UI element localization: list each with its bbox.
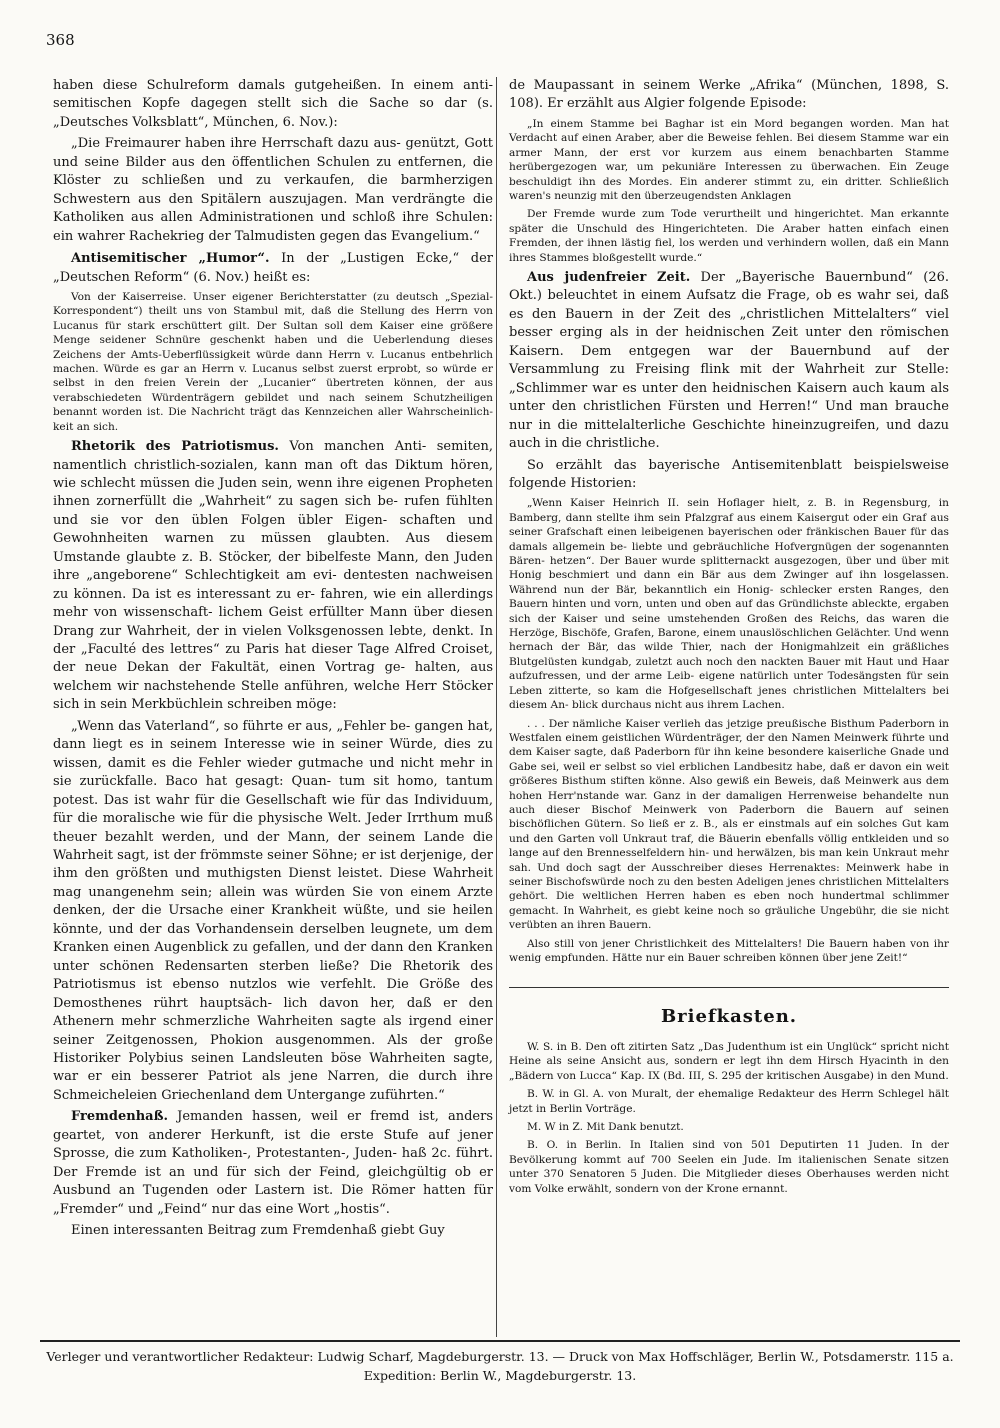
imprint-line-publisher: Verleger und verantwortlicher Redakteur: Ludwig Scharf, Magdeburgerstr. 13. — Druck von Max Hoffschläger, Berlin W., Potsdamerstr. 115 a. [46,1349,954,1364]
section-heading-humor: Antisemitischer „Humor“. [71,251,270,267]
quote-croiset: „Wenn das Vaterland“, so führte er aus, „Fehler be- gangen hat, dann liegt es in seinem Interesse wie in seiner Würde, dies zu wissen, damit es die Fehler wieder gutmache und nicht mehr in sie zurückfalle. Baco hat gesagt: Quan- tum sit homo, tantum potest. Das ist wahr für die Gesellschaft wie für das Individuum, für die moralische wie für die physische Welt. Jeder Irrthum muß theuer bezahlt werden, und der Mann, der seinem Lande die Wahrheit sagt, ist der frömmste seiner Söhne; er ist derjenige, der ihm den größten und muthigsten Dienst leistet. Diese Wahrheit mag unangenehm sein; allein was würden Sie von einem Arzte denken, der die Ursache einer Krankheit wüßte, und sie heilen könnte, und der das Vorhandensein derselben leugnete, um dem Kranken einen Augenblick zu gefallen, und der dann den Kranken unter schönen Redensarten sterben ließe? Die Rhetorik des Patriotismus ist ebenso nutzlos wie verfehlt. Die Größe des Demosthenes rührt hauptsäch- lich davon her, daß er den Athenern mehr schmerzliche Wahrheiten sagte als irgend einer seiner Zeitgenossen, Phokion ausgenommen. Als der große Historiker Polybius seinen Landsleuten böse Wahrheiten sagte, war er ein besserer Patriot als jene Narren, die durch ihre Schmeicheleien Griechenland dem Untergange zuführten.“ [53,718,493,1103]
paragraph: Der „Bayerische Bauernbund“ (26. Okt.) beleuchtet in einem Aufsatz die Frage, ob es wahr sei, daß es den Bauern in der Zeit des „christlichen Mittelalters“ viel besser erging als in der heidnischen Zeit unter den römischen Kaisern. Dem entgegen war der Bauernbund auf der Versammlung zu Freising flink mit der Wahrheit zur Stelle: „Schlimmer war es unter den heidnischen Kaisern auch kaum als unter den christlichen Fürsten und Herren!“ Und man brauche nur in die mittelalterliche Geschichte hineinzugreifen, und dazu auch in die christliche. [509,269,949,452]
section-heading-fremdenhass: Fremdenhaß. [71,1109,168,1125]
paragraph: Einen interessanten Beitrag zum Fremdenhaß giebt Guy [71,1223,445,1239]
paragraph: de Maupassant in seinem Werke „Afrika“ (München, 1898, S. 108). Er erzählt aus Algier folgende Episode: [509,78,949,112]
letter-entry: B. W. in Gl. A. von Muralt, der ehemalige Redakteur des Herrn Schlegel hält jetzt in Berlin Vorträge. [509,1088,949,1115]
quote-heinrich: „Wenn Kaiser Heinrich II. sein Hoflager hielt, z. B. in Regensburg, in Bamberg, dann stellte ihm sein Pfalzgraf aus einem Kaisergut oder ein Graf aus seiner Grafschaft einen leibeigenen bayerischen oder fränkischen Bauer für das damals allgemein be- liebte und gebräuchliche Hofvergnügen der sogenannten Bären- hetzen“. Der Bauer wurde splitternackt ausgezogen, über und über mit Honig beschmiert und dann ein Bär aus dem Zwinger auf ihn losgelassen. Während nun der Bär, bekanntlich ein Honig- schlecker ersten Ranges, den Bauern hinten und vorn, unten und oben auf das Gründlichste ableckte, ergaben sich der Kaiser und seine umstehenden Großen des Reichs, das waren die Herzöge, Bischöfe, Grafen, Barone, einem unauslöschlichen Gelächter. Und wenn hernach der Bär, das wilde Thier, nach der Honigmahlzeit ein gräßliches Blutgelüsten kundgab, zuletzt auch noch den nackten Bauer mit Haut und Haar aufzufressen, und der arme Leib- eigene natürlich unter Todesängsten für sein Leben zitterte, so kam die Hofgesellschaft jenes christlichen Mittelalters bei diesem An- blick durchaus nicht aus ihrem Lachen. [509,497,949,712]
letter-entry: W. S. in B. Den oft zitirten Satz „Das Judenthum ist ein Unglück“ spricht nicht Heine als seine Ansicht aus, sondern er legt ihn dem Hirsch Hyacinth in den „Bädern von Lucca“ Kap. IX (Bd. III, S. 295 der kritischen Ausgabe) in den Mund. [509,1040,949,1082]
paragraph: So erzählt das bayerische Antisemitenblatt beispielsweise folgende Historien: [509,457,949,491]
imprint [40,1348,960,1386]
imprint-line-expedition: Expedition: Berlin W., Magdeburgerstr. 13. [363,1367,637,1383]
right-column [509,77,949,1200]
briefkasten-title: Briefkasten. [509,987,949,1030]
column-divider [496,77,497,1337]
quote-algier-2: Der Fremde wurde zum Tode verurtheilt und hingerichtet. Man erkannte später die Unschuld des Hingerichteten. Die Araber hatten einfach einen Fremden, der ihnen lästig fiel, los werden und verhindern wollen, daß ein Mann ihres Stammes bloßgestellt wurde.“ [509,208,949,264]
section-heading-rhetorik: Rhetorik des Patriotismus. [71,439,279,455]
page-number: 368 [46,31,75,49]
quote-algier: „In einem Stamme bei Baghar ist ein Mord begangen worden. Man hat Verdacht auf einen Araber, aber die Beweise fehlen. Bei diesem Stamme war ein armer Mann, der erst vor kurzem aus einem benachbarten Stamme herübergezogen war, um pekuniäre Interessen zu überwachen. Ein Zeuge beschuldigt ihn des Mordes. Ein anderer stimmt zu, ein dritter. Schließlich waren's neunzig mit den überzeugendsten Anklagen [509,117,949,202]
quote: „Die Freimaurer haben ihre Herrschaft dazu aus- genützt, Gott und seine Bilder aus den öffentlichen Schulen zu entfernen, die Klöster zu schließen und zu verkaufen, die barmherzigen Schwestern aus den Spitälern auszujagen. Man verdrängte die Katholiken aus allen Administrationen und schloß ihre Schulen: ein wahrer Rachekrieg der Talmudisten gegen das Evangelium.“ [53,136,493,244]
paragraph: haben diese Schulreform damals gutgeheißen. In einem anti- semitischen Kopfe dagegen stellt sich die Sache so dar (s. „Deutsches Volksblatt“, München, 6. Nov.): [53,78,493,130]
letter-entry: B. O. in Berlin. In Italien sind von 501 Deputirten 11 Juden. In der Bevölkerung kommt auf 700 Seelen ein Jude. Im italienischen Senate sitzen unter 370 Senatoren 5 Juden. Die Mitglieder dieses Oberhauses werden nicht vom Volke erwählt, sondern von der Krone ernannt. [509,1139,949,1195]
footer-rule [40,1340,960,1342]
paragraph: Von manchen Anti- semiten, namentlich christlich-sozialen, kann man oft das Diktum hören, wie schlecht müssen die Juden sein, wenn ihre eigenen Propheten ihnen zornerfüllt die „Wahrheit“ zu sagen sich be- rufen fühlten und sie vor den üblen Folgen übler Eigen- schaften und Gewohnheiten warnen zu müssen glaubten. Aus diesem Umstande glaubte z. B. Stöcker, der bibelfeste Mann, den Juden ihre „angeborene“ Schlechtigkeit am evi- dentesten nachweisen zu können. Da ist es interessant zu er- fahren, wie ein allerdings mehr von wissenschaft- lichem Geist erfüllter Mann über diesen Drang zur Wahrheit, der in vielen Volksgenossen lebte, denkt. In der „Faculté des lettres“ zu Paris hat dieser Tage Alfred Croiset, der neue Dekan der Fakultät, einen Vortrag ge- halten, aus welchem wir nachstehende Stelle anführen, welche Herr Stöcker sich in sein Merkbüchlein schreiben möge: [53,439,493,713]
quote-schluss: Also still von jener Christlichkeit des Mittelalters! Die Bauern haben von ihr wenig empfunden. Hätte nur ein Bauer schreiben können über jene Zeit!“ [509,937,949,964]
quote-paderborn: . . . Der nämliche Kaiser verlieh das jetzige preußische Bisthum Paderborn in Westfalen einem geistlichen Würdenträger, der den Namen Meinwerk führte und dem Kaiser sagte, daß Paderborn für ihn keine besondere kaiserliche Gnade und Gabe sei, weil er selbst so viel erblichen Landbesitz habe, daß er davon ein weit größeres Bisthum stiften könne. Also gewiß ein Beweis, daß Meinwerk aus dem hohen Herr'nstande war. Ganz in der damaligen Herrenweise behandelte nun auch dieser Bischof Meinwerk von Paderborn die Bauern auf seinen bischöflichen Gütern. So ließ er z. B., als er einstmals auf ein solches Gut kam und den Garten voll Unkraut traf, die Bäuerin ebenfalls völlig entkleiden und so lange auf den Brennesselfeldern hin- und herwälzen, bis man kein Unkraut mehr sah. Und doch sagt der Ausschreiber dieses Herrenaktes: Meinwerk habe in seiner Bischofswürde noch zu den besten Adeligen jenes christlichen Mittelalters gehört. Die weltlichen Herren haben es eben noch hundertmal schlimmer gemacht. In Wahrheit, es giebt keine noch so gräuliche Ungebühr, die sie nicht verübten an ihren Bauern. [509,717,949,932]
quote-kaiserreise: Von der Kaiserreise. Unser eigener Berichterstatter (zu deutsch „Spezial-Korrespondent“) theilt uns von Stambul mit, daß die Stellung des Herrn von Lucanus für stark erschüttert gilt. Der Sultan soll dem Kaiser eine größere Menge seidener Schnüre geschenkt haben und die Ueberlendung dieses Zeichens der Amts-Ueberflüssigkeit würde dann Herrn v. Lucanus entbehrlich machen. Würde es gar an Herrn v. Lucanus selbst zuerst erprobt, so würde er selbst in den freien Verein der „Lucanier“ übertreten können, der aus verabschiedeten Würdenträgern gebildet und nach seinem Schutzheiligen benannt worden ist. Die Nachricht trägt das Kennzeichen aller Wahrscheinlich- keit an sich. [53,290,493,433]
left-column [53,77,493,1244]
paragraph: In der „Lustigen Ecke,“ der „Deutschen Reform“ (6. Nov.) heißt es: [53,251,493,285]
letter-entry: M. W in Z. Mit Dank benutzt. [527,1120,684,1133]
paragraph: Jemanden hassen, weil er fremd ist, anders geartet, von anderer Herkunft, ist die erste Stufe auf jener Sprosse, die zum Katholiken-, Protestanten-, Juden- haß 2c. führt. Der Fremde ist an und für sich der Feind, gleichgültig ob er Ausbund an Tugenden oder Lastern ist. Die Römer hatten für „Fremder“ und „Feind“ nur das eine Wort „hostis“. [53,1109,494,1217]
section-heading-judenfreie-zeit: Aus judenfreier Zeit. [527,269,691,285]
